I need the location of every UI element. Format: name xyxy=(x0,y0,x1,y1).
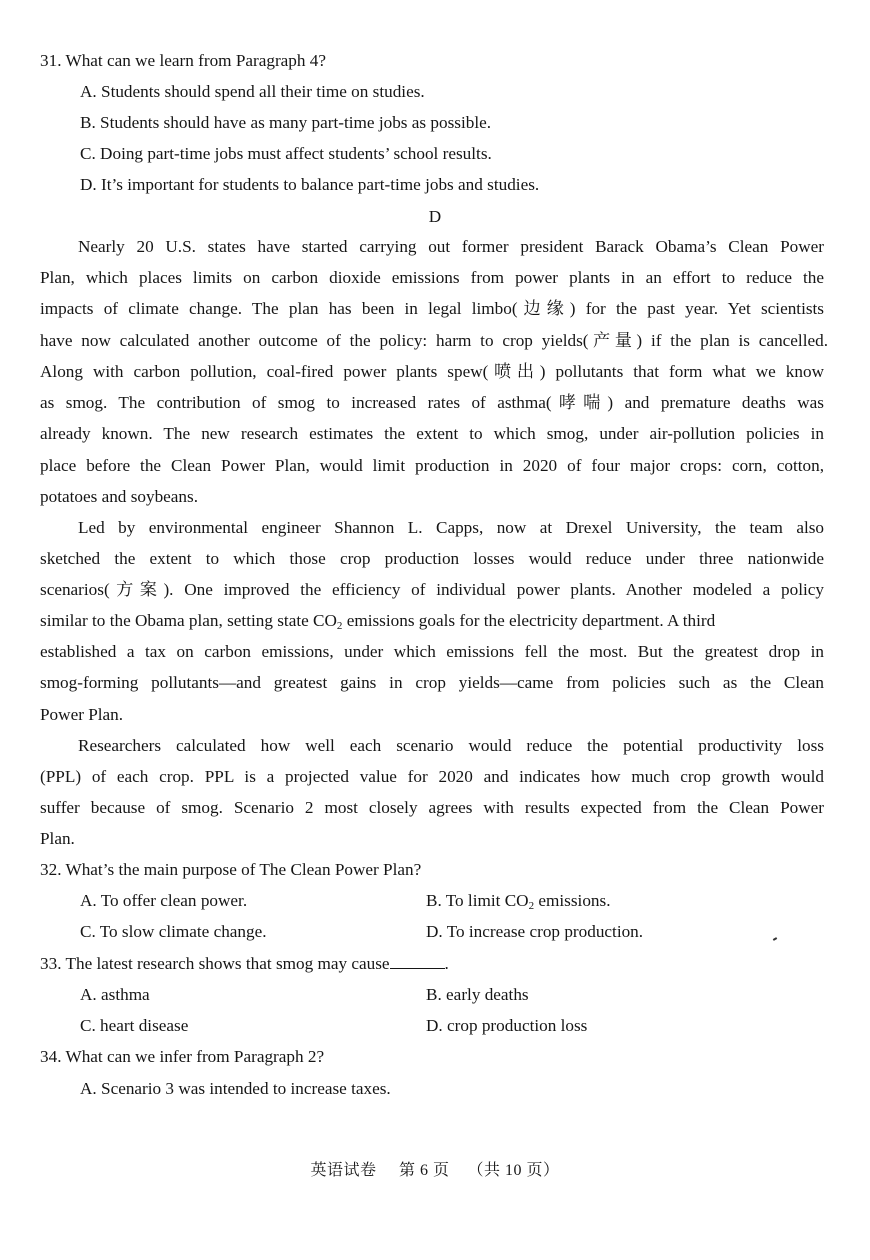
q33-question-text: 33. The latest research shows that smog may cause xyxy=(40,954,390,973)
q33-option-c: C. heart disease xyxy=(80,1016,189,1035)
q32-option-a: A. To offer clean power. xyxy=(80,891,248,910)
co2-subscript: 2 xyxy=(336,620,343,632)
p1-line-8: place before the Clean Power Plan, would limit production in 2020 of four major crops: corn, cotton, xyxy=(40,456,824,475)
q31-option-a: A. Students should spend all their time on studies. xyxy=(80,82,425,101)
q32-question: 32. What’s the main purpose of The Clean Power Plan? xyxy=(40,860,422,879)
p3-line-2: (PPL) of each crop. PPL is a projected value for 2020 and indicates how much crop growth would xyxy=(40,767,824,786)
p1-line-4: have now calculated another outcome of the policy: harm to crop yields(产量) if the plan is cancelled. xyxy=(40,331,828,350)
p2-line-2: sketched the extent to which those crop production losses would reduce under three nationwide xyxy=(40,549,824,568)
p2-line-6: smog-forming pollutants—and greatest gains in crop yields—came from policies such as the Clean xyxy=(40,673,824,692)
q34-question: 34. What can we infer from Paragraph 2? xyxy=(40,1047,325,1066)
p1-line-7: already known. The new research estimates the extent to which smog, under air-pollution policies in xyxy=(40,424,824,443)
q33-option-a: A. asthma xyxy=(80,985,150,1004)
q31-option-b: B. Students should have as many part-time jobs as possible. xyxy=(80,113,492,132)
p2-line-4-start: similar to the Obama plan, setting state CO xyxy=(40,611,337,630)
q32-option-b-prefix: B. To limit CO xyxy=(426,891,529,910)
p3-line-4: Plan. xyxy=(40,829,75,848)
q31-option-d: D. It’s important for students to balance part-time jobs and studies. xyxy=(80,175,540,194)
footer-page-number: 第 6 页 xyxy=(398,1162,450,1179)
q31-option-c: C. Doing part-time jobs must affect students’ school results. xyxy=(80,144,492,163)
q31-question: 31. What can we learn from Paragraph 4? xyxy=(40,51,327,70)
p1-line-1: Nearly 20 U.S. states have started carrying out former president Barack Obama’s Clean Power xyxy=(78,237,824,256)
p2-line-5: established a tax on carbon emissions, under which emissions fell the most. But the greatest drop in xyxy=(40,642,824,661)
section-label-d: D xyxy=(428,207,442,226)
q33-question xyxy=(40,953,828,975)
q32-option-d: D. To increase crop production. xyxy=(426,922,644,941)
p1-line-6: as smog. The contribution of smog to increased rates of asthma(哮喘) and premature deaths was xyxy=(40,393,824,412)
p1-line-2: Plan, which places limits on carbon dioxide emissions from power plants in an effort to reduce the xyxy=(40,268,824,287)
p1-line-3: impacts of climate change. The plan has been in legal limbo(边缘) for the past year. Yet scientists xyxy=(40,299,824,318)
p2-line-7: Power Plan. xyxy=(40,705,124,724)
q33-option-b: B. early deaths xyxy=(426,985,529,1004)
page-footer xyxy=(0,1160,870,1182)
q34-option-a: A. Scenario 3 was intended to increase taxes. xyxy=(80,1079,391,1098)
p3-line-1: Researchers calculated how well each scenario would reduce the potential productivity loss xyxy=(78,736,824,755)
q32-option-b-suffix: emissions. xyxy=(534,891,611,910)
q33-question-end: . xyxy=(444,954,449,973)
p1-line-9: potatoes and soybeans. xyxy=(40,487,198,506)
q32-option-c: C. To slow climate change. xyxy=(80,922,267,941)
footer-subject: 英语试卷 xyxy=(310,1162,377,1179)
p2-line-4 xyxy=(40,610,824,632)
p2-line-4-end: emissions goals for the electricity department. A third xyxy=(342,611,716,630)
p2-line-4-text xyxy=(40,610,715,632)
p3-line-3: suffer because of smog. Scenario 2 most closely agrees with results expected from the Clean Power xyxy=(40,798,824,817)
p2-line-1: Led by environmental engineer Shannon L. Capps, now at Drexel University, the team also xyxy=(78,518,824,537)
p2-line-3: scenarios(方案). One improved the efficiency of individual power plants. Another modeled a policy xyxy=(40,580,824,599)
answer-blank xyxy=(390,954,445,969)
p1-line-5: Along with carbon pollution, coal-fired power plants spew(喷出) pollutants that form what we know xyxy=(40,362,824,381)
q32-option-b-subscript: 2 xyxy=(528,900,535,912)
footer-total-pages: （共 10 页） xyxy=(467,1162,560,1179)
q33-option-d: D. crop production loss xyxy=(426,1016,588,1035)
q32-option-b xyxy=(426,890,870,912)
